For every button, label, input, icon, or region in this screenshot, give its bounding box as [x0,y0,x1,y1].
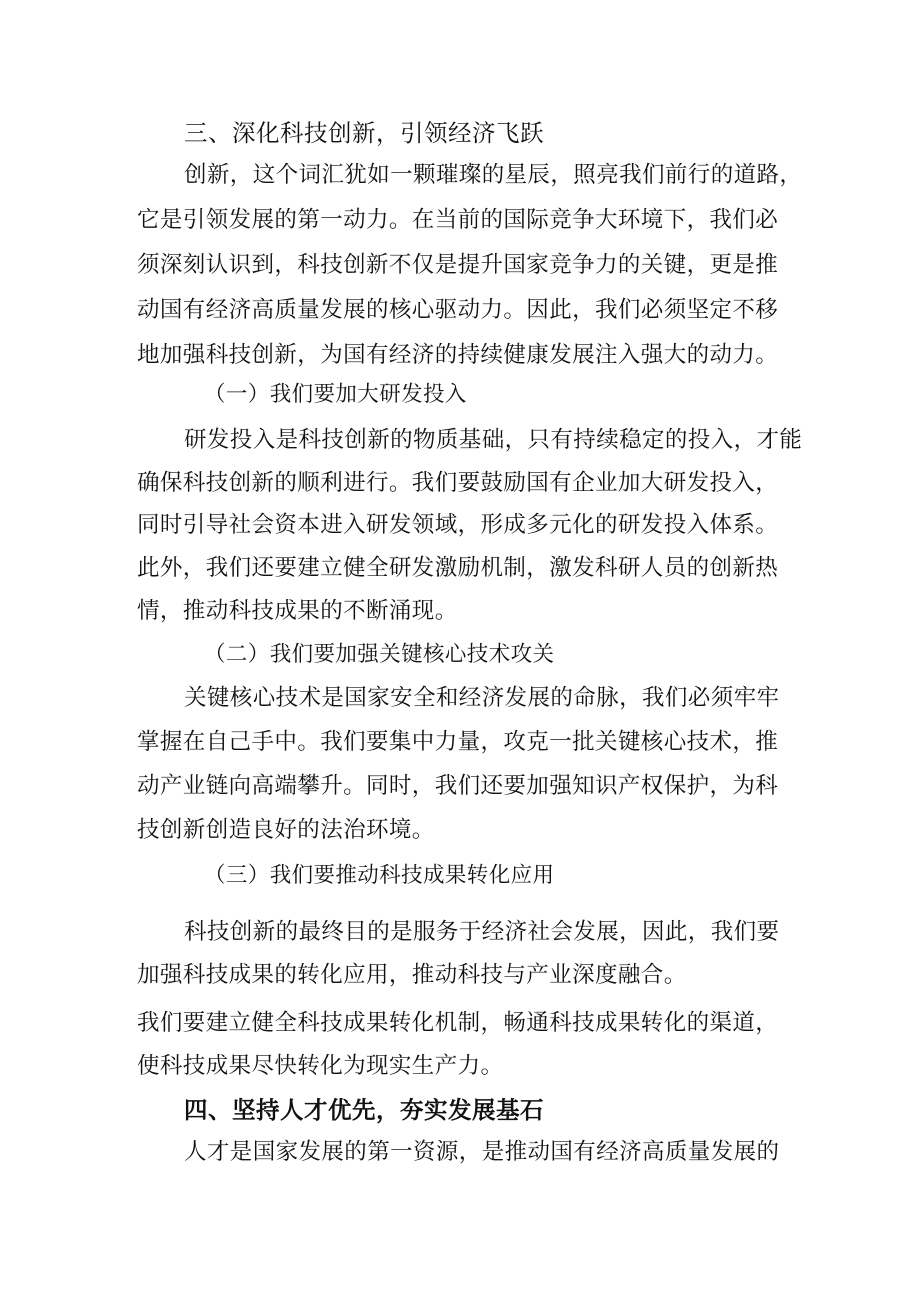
subsection-3-line-2: 加强科技成果的转化应用，推动科技与产业深度融合。 [137,962,687,988]
subsection-3-heading: （三）我们要推动科技成果转化应用 [204,863,555,888]
subsection-1-line-5: 情，推动科技成果的不断涌现。 [137,598,458,624]
subsection-3-line-4: 使科技成果尽快转化为现实生产力。 [137,1053,504,1079]
section-3-para-line-1: 创新，这个词汇犹如一颗璀璨的星辰，照亮我们前行的道路， [184,162,803,188]
section-3-para-line-2: 它是引领发展的第一动力。在当前的国际竞争大环境下，我们必 [137,207,779,233]
subsection-1-line-1: 研发投入是科技创新的物质基础，只有持续稳定的投入，才能 [184,427,803,453]
subsection-1-line-4: 此外，我们还要建立健全研发激励机制，激发科研人员的创新热 [137,555,779,581]
section-4-heading: 四、坚持人才优先，夯实发展基石 [184,1096,544,1124]
subsection-1-line-3: 同时引导社会资本进入研发领域，形成多元化的研发投入体系。 [137,512,779,538]
subsection-2-line-1: 关键核心技术是国家安全和经济发展的命脉，我们必须牢牢 [184,685,780,711]
subsection-3-line-1: 科技创新的最终目的是服务于经济社会发展，因此，我们要 [184,919,780,945]
section-3-para-line-5: 地加强科技创新，为国有经济的持续健康发展注入强大的动力。 [137,342,779,368]
subsection-2-heading: （二）我们要加强关键核心技术攻关 [204,642,555,667]
subsection-2-line-4: 技创新创造良好的法治环境。 [137,817,435,843]
subsection-2-line-3: 动产业链向高端攀升。同时，我们还要加强知识产权保护，为科 [137,773,779,799]
subsection-1-heading: （一）我们要加大研发投入 [204,382,467,407]
section-4-para-line-1: 人才是国家发展的第一资源，是推动国有经济高质量发展的 [184,1139,780,1165]
subsection-3-line-3: 我们要建立健全科技成果转化机制，畅通科技成果转化的渠道， [137,1010,779,1036]
section-3-para-line-3: 须深刻认识到，科技创新不仅是提升国家竞争力的关键，更是推 [137,252,779,278]
section-3-heading: 三、深化科技创新，引领经济飞跃 [184,119,544,147]
section-3-para-line-4: 动国有经济高质量发展的核心驱动力。因此，我们必须坚定不移 [137,297,779,323]
subsection-2-line-2: 掌握在自己手中。我们要集中力量，攻克一批关键核心技术，推 [137,729,779,755]
subsection-1-line-2: 确保科技创新的顺利进行。我们要鼓励国有企业加大研发投入， [137,470,779,496]
